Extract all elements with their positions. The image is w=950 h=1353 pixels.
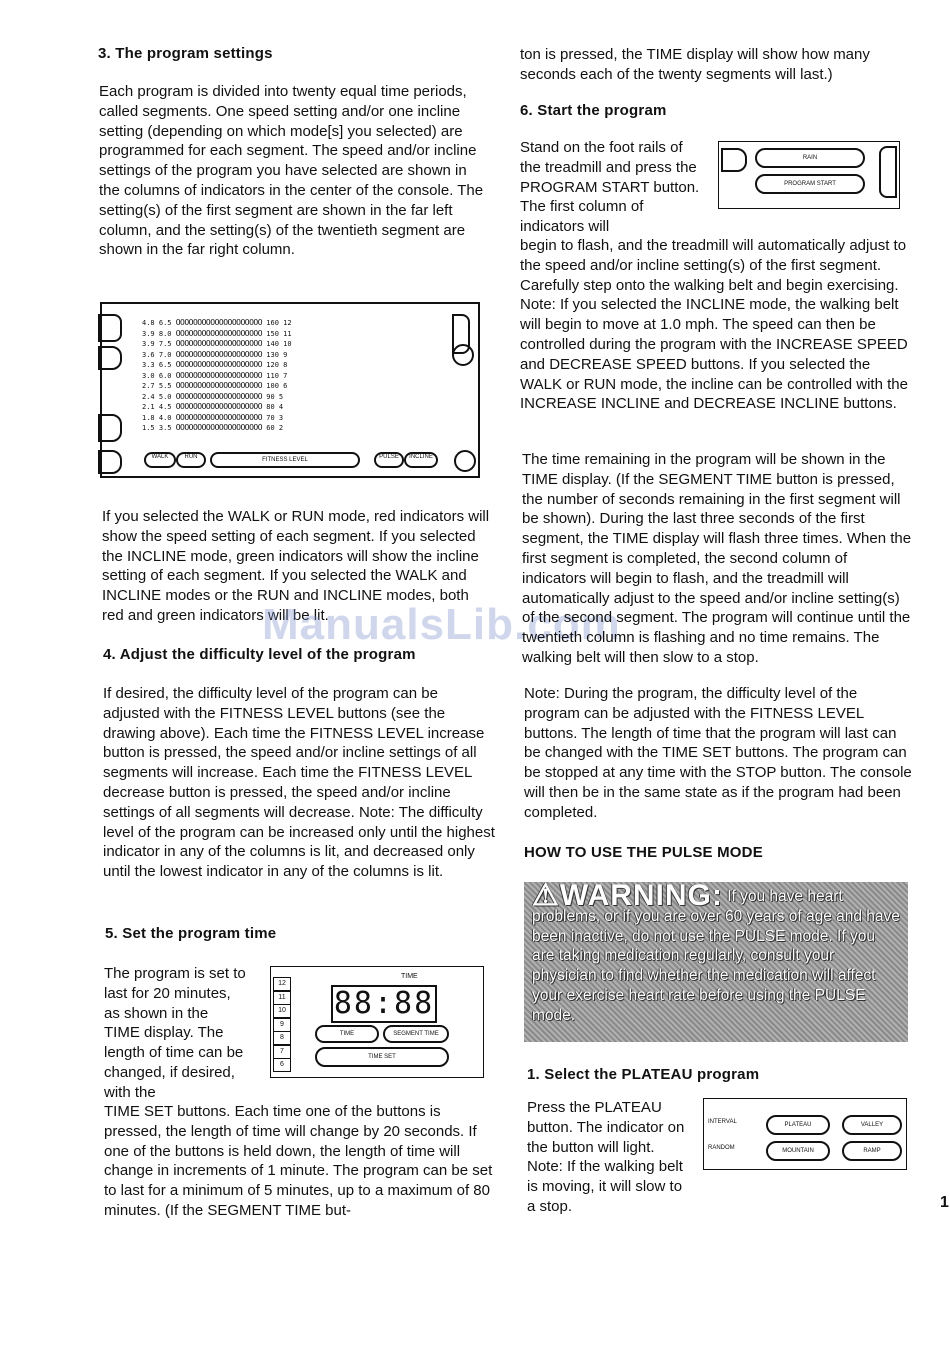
segment-time-button[interactable]: SEGMENT TIME [383, 1025, 449, 1043]
rain-button[interactable]: RAIN [755, 148, 865, 168]
plateau-heading: 1. Select the PLATEAU program [527, 1066, 760, 1083]
valley-button[interactable]: VALLEY [842, 1115, 902, 1135]
console-diagram [100, 302, 480, 478]
pulse-mode-heading: HOW TO USE THE PULSE MODE [524, 844, 763, 861]
incline-button[interactable]: INCLINE [404, 452, 438, 468]
incline-label: 60 2 [262, 424, 284, 432]
warning-box [524, 879, 908, 1042]
indicator-row [142, 329, 442, 339]
time-button[interactable]: TIME [315, 1025, 379, 1043]
watermark: ManualsLib.com [262, 600, 621, 649]
plateau-button[interactable]: PLATEAU [766, 1115, 830, 1135]
incline-label: 110 7 [262, 371, 288, 380]
fitness-level-label: FITNESS LEVEL [262, 457, 308, 463]
time-panel-diagram [270, 966, 484, 1078]
start-right-button[interactable] [879, 146, 897, 198]
indicator-dots: OOOOOOOOOOOOOOOOOOOO [175, 360, 263, 369]
walk-button[interactable]: WALK [144, 452, 176, 468]
section-5-heading: 5. Set the program time [105, 925, 277, 942]
incline-label: 150 11 [262, 329, 292, 338]
indicator-dots: OOOOOOOOOOOOOOOOOOOO [175, 318, 263, 327]
indicator-dots: OOOOOOOOOOOOOOOOOOOO [175, 339, 263, 348]
start-left-button[interactable] [721, 148, 747, 172]
indicator-dots: OOOOOOOOOOOOOOOOOOOO [175, 349, 263, 359]
section-4-heading: 4. Adjust the difficulty level of the program [103, 646, 416, 663]
incline-label: 130 9 [262, 350, 288, 359]
section-3-heading: 3. The program settings [98, 45, 273, 62]
speed-label: 3.6 7.0 [142, 350, 176, 359]
plateau-paragraph: Press the PLATEAU button. The indicator on the button will light. Note: If the walking belt is moving, it will slow to a stop. [527, 1099, 685, 1215]
level-cell: 9 [273, 1018, 291, 1032]
interval-label: INTERVAL [708, 1119, 737, 1125]
left-button-4[interactable] [98, 450, 122, 474]
pulse-button[interactable]: PULSE [374, 452, 404, 468]
indicator-row [142, 381, 442, 391]
fitness-level-button[interactable] [210, 452, 360, 468]
section-4-paragraph: If desired, the difficulty level of the program can be adjusted with the FITNESS LEVEL buttons (see the drawing above). Each time the FITNESS LEVEL increase button is pressed, the speed and/or incline settings of all segments will increase. Each time the FITNESS LEVEL decrease button is pressed, the speed and/or incline settings of all segments will decrease. Note: The difficulty level of the program can be increased only until the highest indicator in any of the columns is lit, and decreased only until the lowest indicator in any of the columns is lit. [103, 685, 495, 881]
section-5-paragraph-a: The program is set to last for 20 minutes, as shown in the TIME display. The length of time can be changed, if desired, with the [104, 965, 246, 1101]
incline-label: 120 8 [262, 361, 288, 369]
incline-label: 140 10 [262, 340, 292, 348]
warning-icon: ⚠ [532, 879, 560, 912]
section-6-paragraph-b: begin to flash, and the treadmill will automatically adjust to the speed and/or incline setting(s) of the first segment. Carefully step onto the walking belt and begin exercising. Note: If you selected the INCLINE mode, the walking belt will begin to move at 1.0 mph. The speed can then be controlled during the program with the INCREASE SPEED and DECREASE SPEED buttons. If you selected the WALK or RUN mode, the incline can be controlled with the INCREASE INCLINE and DECREASE INCLINE buttons. [520, 237, 908, 413]
warning-word: WARNING: [559, 879, 723, 912]
speed-label: 4.8 6.5 [142, 319, 176, 327]
speed-label: 3.9 8.0 [142, 329, 176, 338]
indicator-row [142, 339, 442, 349]
section-5-paragraph-b: TIME SET buttons. Each time one of the buttons is pressed, the length of time will change by 20 seconds. If one of the buttons is held down, the length of time will change in increments of 1 minute. The program can be set to last for a minimum of 5 minutes, up to a maximum of 80 minutes. (If the SEGMENT TIME but- [104, 1103, 493, 1219]
level-cell: 6 [273, 1058, 291, 1072]
indicator-dots: OOOOOOOOOOOOOOOOOOOO [175, 370, 263, 380]
indicator-dots: OOOOOOOOOOOOOOOOOOOO [175, 412, 263, 422]
program-panel-diagram [703, 1098, 907, 1170]
page-number: 1 [940, 1194, 949, 1211]
run-button[interactable]: RUN [176, 452, 206, 468]
incline-label: 70 3 [262, 413, 284, 422]
time-title: TIME [401, 973, 418, 980]
level-cell: 12 [273, 977, 291, 991]
level-cell: 7 [273, 1045, 291, 1059]
program-start-button[interactable]: PROGRAM START [755, 174, 865, 194]
speed-label: 1.5 3.5 [142, 424, 176, 432]
speed-label: 3.3 6.5 [142, 361, 176, 369]
ramp-button[interactable]: RAMP [842, 1141, 902, 1161]
section-6-heading: 6. Start the program [520, 102, 667, 119]
section-6-paragraph-a: Stand on the foot rails of the treadmill and press the PROGRAM START button. The first column of indicators will [520, 139, 700, 236]
indicator-dots: OOOOOOOOOOOOOOOOOOOO [175, 381, 263, 390]
indicator-row [142, 318, 442, 328]
section-3-paragraph-1: Each program is divided into twenty equal time periods, called segments. One speed setting and/or one incline setting (depending on which mode[s] you selected) are programmed for each segment. The speed and/or incline settings of the program you have selected are shown in the columns of indicators in the center of the console. The setting(s) of the first segment are shown in the far left column, and the setting(s) of the twentieth segment are shown in the far right column. [99, 83, 484, 259]
time-set-label: TIME SET [368, 1054, 396, 1060]
level-cell: 10 [273, 1004, 291, 1018]
speed-label: 2.4 5.0 [142, 392, 176, 401]
indicator-dots: OOOOOOOOOOOOOOOOOOOO [175, 423, 263, 432]
speed-label: 1.8 4.0 [142, 413, 176, 422]
speed-label: 3.9 7.5 [142, 340, 176, 348]
speed-label: 2.1 4.5 [142, 403, 176, 411]
indicator-row [142, 350, 442, 360]
start-panel-diagram [718, 141, 900, 209]
level-cell: 8 [273, 1031, 291, 1045]
warning-text: If you have heart problems, or if you are over 60 years of age and have been inactive, do not use the PULSE mode. If you are taking medication regularly, consult your physician to find whether the medication will affect your exercise heart rate before using the PULSE mode. [532, 888, 900, 1024]
left-button[interactable] [98, 314, 122, 342]
indicator-row [142, 371, 442, 381]
incline-label: 160 12 [262, 319, 292, 327]
indicator-dots: OOOOOOOOOOOOOOOOOOOO [175, 391, 263, 401]
time-display: 88:88 [331, 985, 437, 1023]
round-button[interactable] [454, 450, 476, 472]
level-cell: 11 [273, 991, 291, 1005]
section-3-paragraph-2: If you selected the WALK or RUN mode, red indicators will show the speed setting of each segment. If you selected the INCLINE mode, green indicators will show the incline setting of each segment. If you selected the WALK and INCLINE modes or the RUN and INCLINE modes, both red and green indicators will be lit. [102, 508, 490, 624]
indicator-row [142, 413, 442, 423]
random-label: RANDOM [708, 1145, 735, 1151]
section-6-paragraph-3: Note: During the program, the difficulty level of the program can be adjusted with the FITNESS LEVEL buttons. The length of time that the program will last can be changed with the TIME SET buttons. The program can be stopped at any time with the STOP button. The console will then be in the same state as if the program had been completed. [524, 685, 912, 821]
left-button-2[interactable] [98, 346, 122, 370]
indicator-row [142, 423, 442, 433]
indicator-row [142, 360, 442, 370]
incline-label: 90 5 [262, 392, 284, 401]
indicator-grid [142, 318, 442, 438]
right-outside-button[interactable] [452, 344, 474, 366]
left-button-3[interactable] [98, 414, 122, 442]
indicator-dots: OOOOOOOOOOOOOOOOOOOO [175, 402, 263, 411]
continued-paragraph: ton is pressed, the TIME display will show how many seconds each of the twenty segments will last.) [520, 46, 870, 83]
level-column [273, 977, 291, 1073]
mountain-button[interactable]: MOUNTAIN [766, 1141, 830, 1161]
indicator-dots: OOOOOOOOOOOOOOOOOOOO [175, 328, 263, 338]
incline-label: 100 6 [262, 382, 288, 390]
speed-label: 3.0 6.0 [142, 371, 176, 380]
time-set-button[interactable] [315, 1047, 449, 1067]
indicator-row [142, 402, 442, 412]
incline-label: 80 4 [262, 403, 284, 411]
section-6-paragraph-2: The time remaining in the program will be shown in the TIME display. (If the SEGMENT TIME button is pressed, the number of seconds remaining in the first segment will be shown). During the last three seconds of the first segment, the TIME display will flash three times. When the first segment is completed, the second column of indicators will begin to flash, and the treadmill will automatically adjust to the speed and/or incline setting(s) of the second segment. The program will continue until the twentieth column is flashing and no time remains. The walking belt will then slow to a stop. [522, 451, 912, 666]
indicator-row [142, 392, 442, 402]
speed-label: 2.7 5.5 [142, 382, 176, 390]
